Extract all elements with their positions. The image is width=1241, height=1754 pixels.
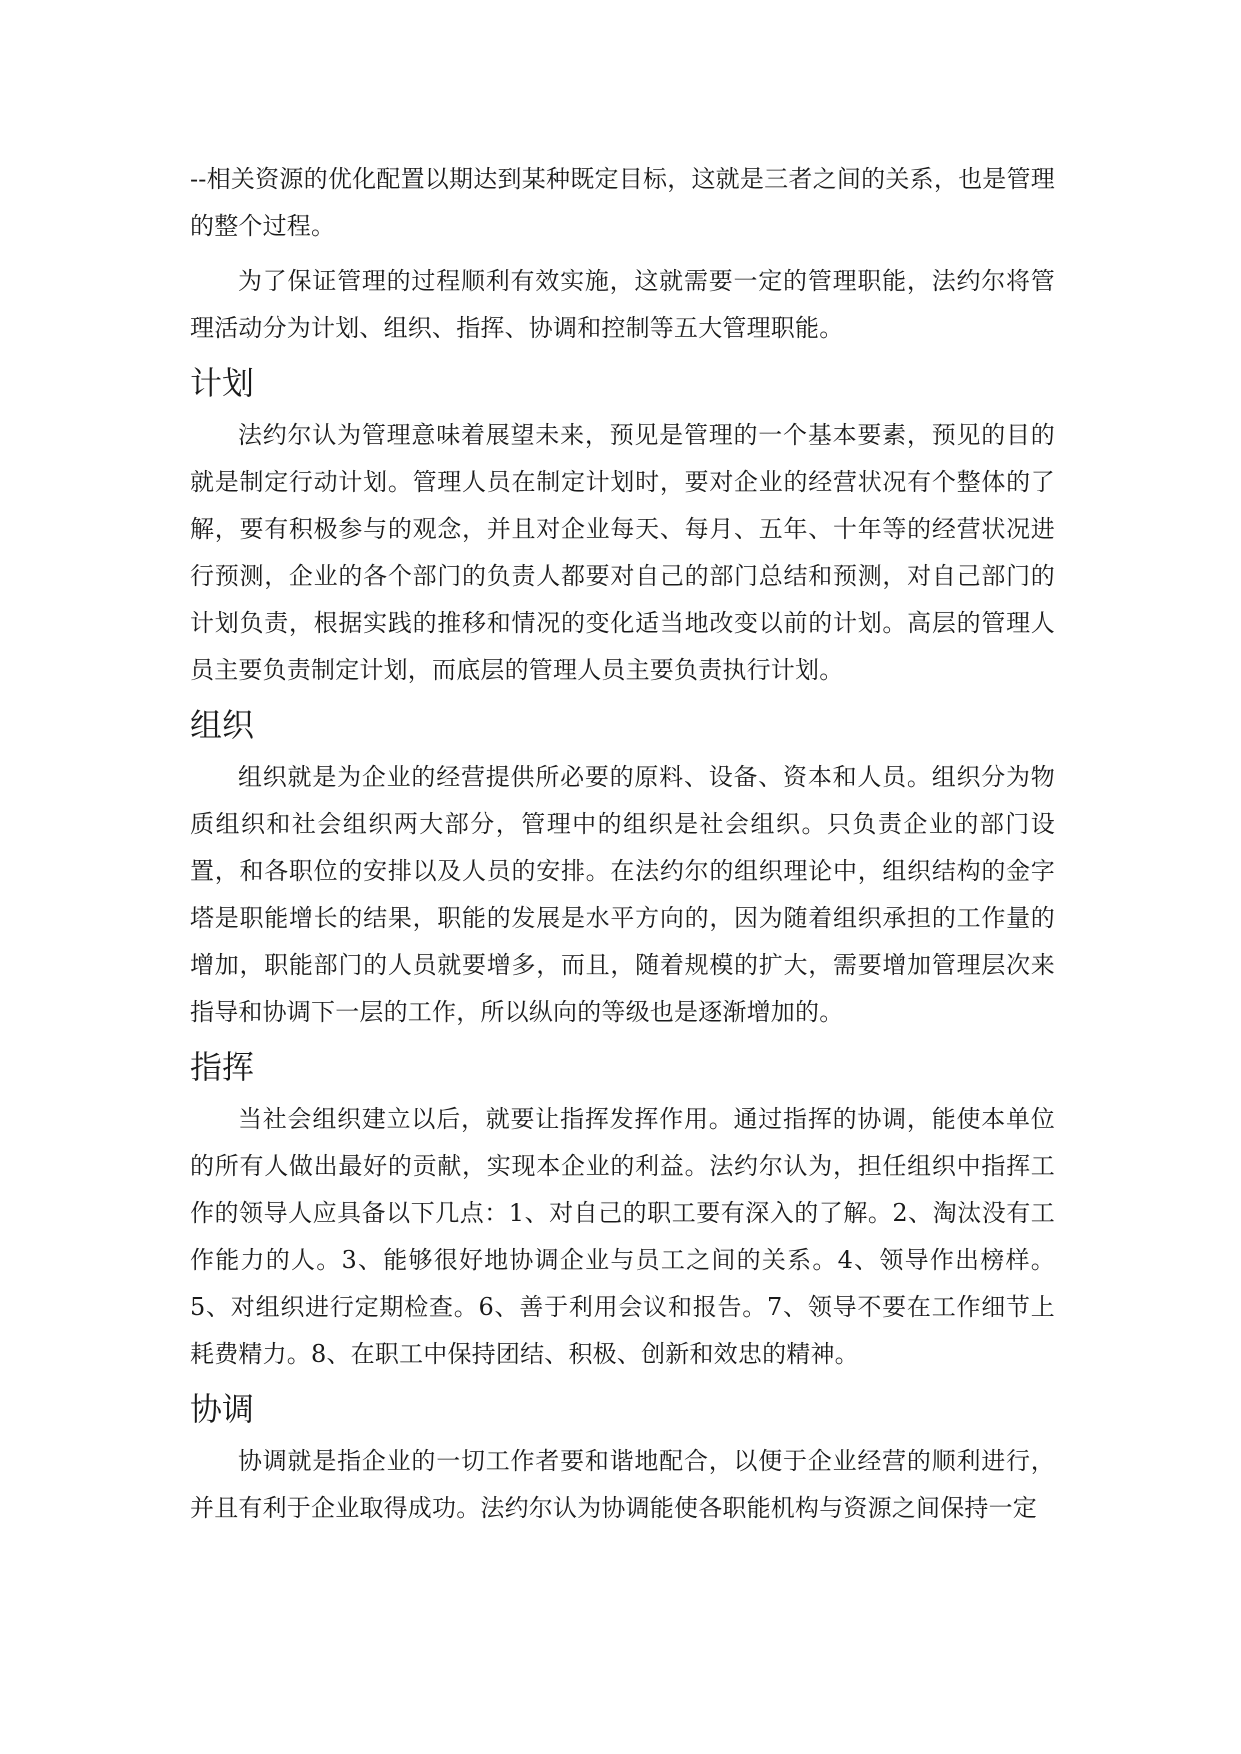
- section-body-command: 当社会组织建立以后，就要让指挥发挥作用。通过指挥的协调，能使本单位的所有人做出最好的贡献，实现本企业的利益。法约尔认为，担任组织中指挥工作的领导人应具备以下几点：1、对自己的职工要有深入的了解。2、淘汰没有工作能力的人。3、能够很好地协调企业与员工之间的关系。4、领导作出榜样。5、对组织进行定期检查。6、善于利用会议和报告。7、领导不要在工作细节上耗费精力。8、在职工中保持团结、积极、创新和效忠的精神。: [190, 1105, 1055, 1368]
- section-body-organize: 组织就是为企业的经营提供所必要的原料、设备、资本和人员。组织分为物质组织和社会组织两大部分，管理中的组织是社会组织。只负责企业的部门设置，和各职位的安排以及人员的安排。在法约尔的组织理论中，组织结构的金字塔是职能增长的结果，职能的发展是水平方向的，因为随着组织承担的工作量的增加，职能部门的人员就要增多，而且，随着规模的扩大，需要增加管理层次来指导和协调下一层的工作，所以纵向的等级也是逐渐增加的。: [190, 763, 1055, 1026]
- intro-continuation: --相关资源的优化配置以期达到某种既定目标，这就是三者之间的关系，也是管理的整个过程。: [190, 165, 1055, 240]
- section-heading-command: 指挥: [190, 1048, 255, 1086]
- section-body-plan: 法约尔认为管理意味着展望未来，预见是管理的一个基本要素，预见的目的就是制定行动计划。管理人员在制定计划时，要对企业的经营状况有个整体的了解，要有积极参与的观念，并且对企业每天、每月、五年、十年等的经营状况进行预测，企业的各个部门的负责人都要对自己的部门总结和预测，对自己部门的计划负责，根据实践的推移和情况的变化适当地改变以前的计划。高层的管理人员主要负责制定计划，而底层的管理人员主要负责执行计划。: [190, 421, 1055, 684]
- section-heading-plan: 计划: [190, 364, 255, 402]
- section-body-coordinate: 协调就是指企业的一切工作者要和谐地配合，以便于企业经营的顺利进行，并且有利于企业取得成功。法约尔认为协调能使各职能机构与资源之间保持一定: [190, 1447, 1055, 1522]
- intro-paragraph: 为了保证管理的过程顺利有效实施，这就需要一定的管理职能，法约尔将管理活动分为计划、组织、指挥、协调和控制等五大管理职能。: [190, 267, 1055, 342]
- section-heading-organize: 组织: [190, 706, 255, 744]
- document-page: [190, 156, 1055, 1540]
- section-heading-coordinate: 协调: [190, 1390, 255, 1428]
